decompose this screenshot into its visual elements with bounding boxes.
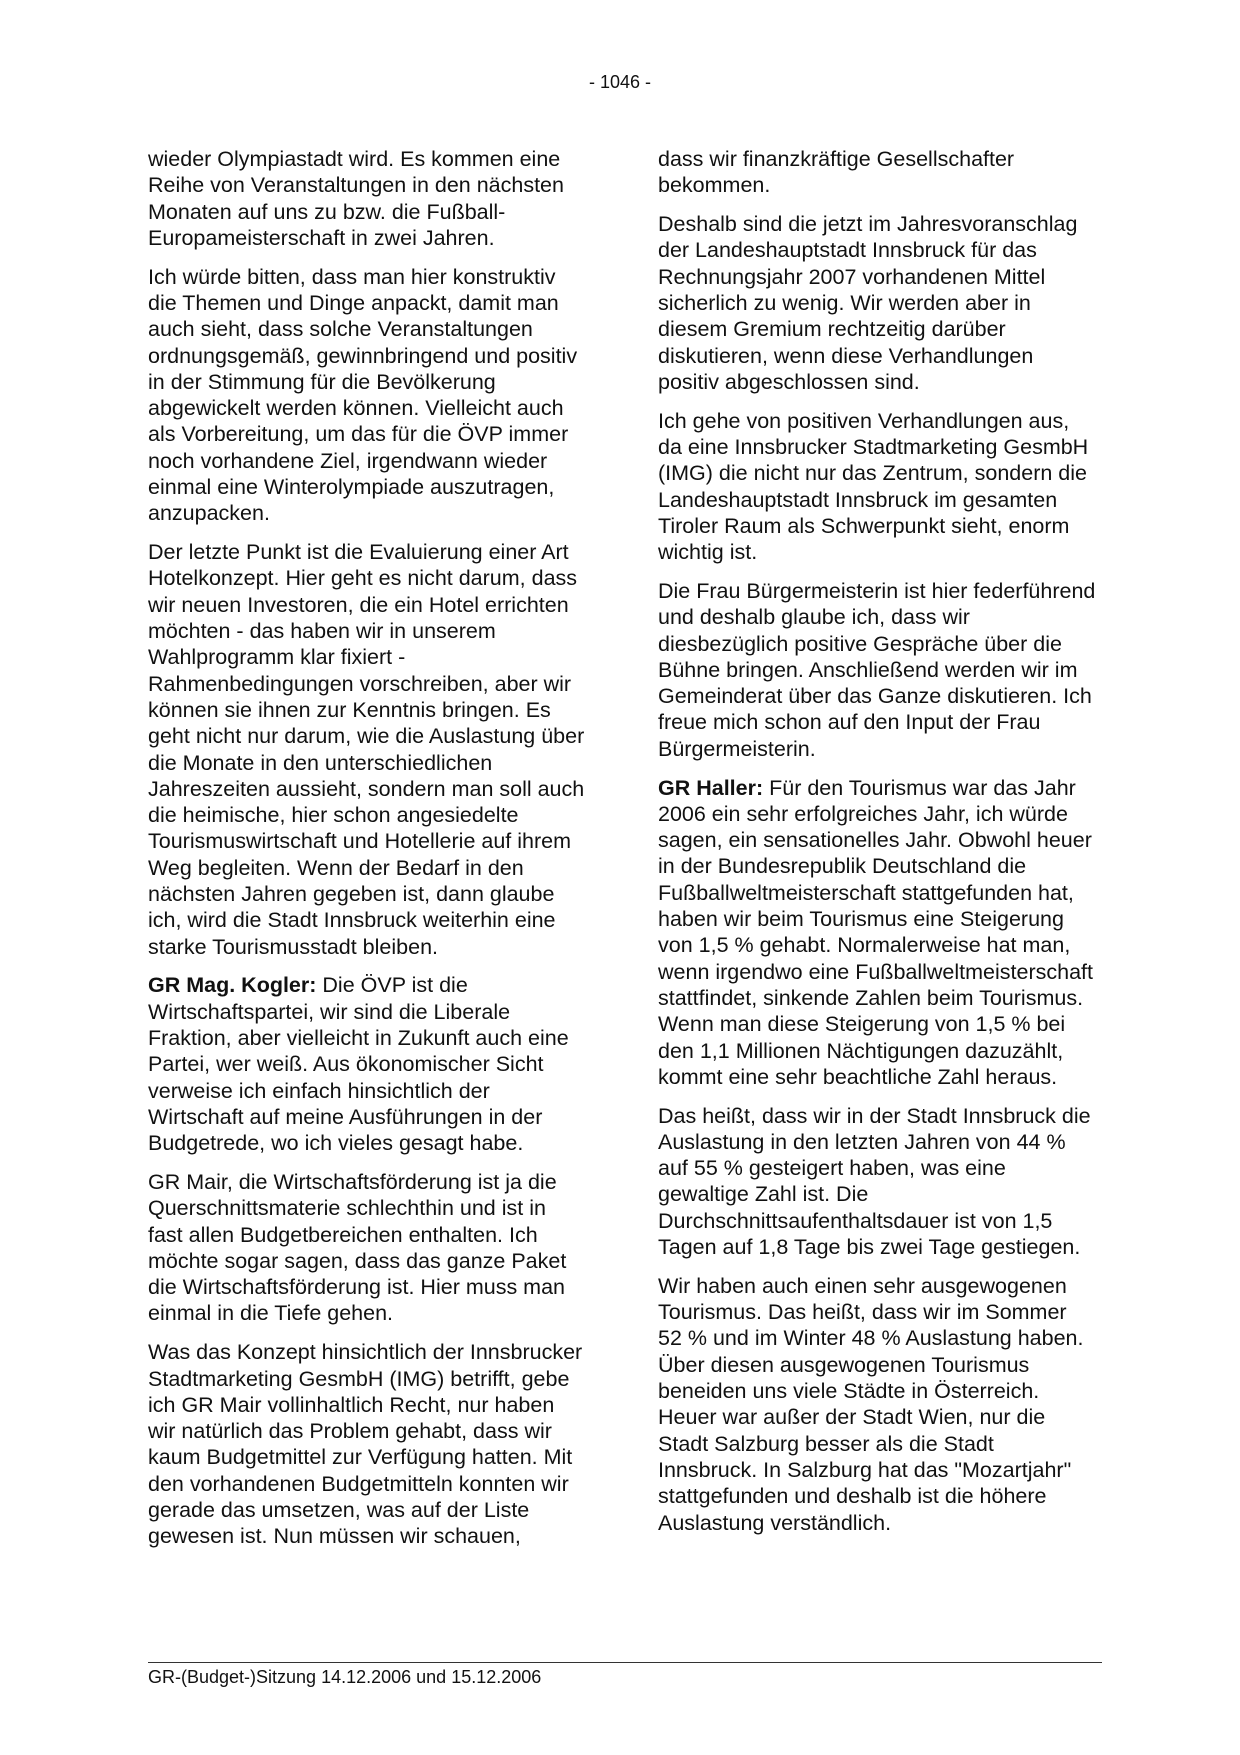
right-column	[658, 146, 1096, 1548]
paragraph: Wir haben auch einen sehr ausgewogenen Tourismus. Das heißt, dass wir im Sommer 52 % und im Winter 48 % Auslastung haben. Über diesen ausgewogenen Tourismus beneiden uns viele Städte in Österreich. Heuer war außer der Stadt Wien, nur die Stadt Salzburg besser als die Stadt Innsbruck. In Salzburg hat das "Mozartjahr" stattgefunden und deshalb ist die höhere Auslastung verständlich.	[658, 1273, 1084, 1535]
footer-divider	[148, 1662, 1102, 1663]
left-column	[148, 146, 586, 1562]
paragraph: Das heißt, dass wir in der Stadt Innsbruck die Auslastung in den letzten Jahren von 44 % auf 55 % gesteigert haben, was eine gewaltige Zahl ist. Die Durchschnittsaufenthaltsdauer ist von 1,5 Tagen auf 1,8 Tage bis zwei Tage gestiegen.	[658, 1103, 1091, 1260]
paragraph: Ich würde bitten, dass man hier konstruktiv die Themen und Dinge anpackt, damit man auch sieht, dass solche Veranstaltungen ordnungsgemäß, gewinnbringend und positiv in der Stimmung für die Bevölkerung abgewickelt werden können. Vielleicht auch als Vorbereitung, um das für die ÖVP immer noch vorhandene Ziel, irgendwann wieder einmal eine Winterolympiade auszutragen, anzupacken.	[148, 264, 578, 526]
paragraph-speech	[658, 775, 1096, 1091]
paragraph: Ich gehe von positiven Verhandlungen aus, da eine Innsbrucker Stadtmarketing GesmbH (IMG) die nicht nur das Zentrum, sondern die Landeshauptstadt Innsbruck im gesamten Tiroler Raum als Schwerpunkt sieht, enorm wichtig ist.	[658, 408, 1089, 565]
speech-text: Für den Tourismus war das Jahr 2006 ein sehr erfolgreiches Jahr, ich würde sagen, ein sensationelles Jahr. Obwohl heuer in der Bundesrepublik Deutschland die Fußballweltmeisterschaft stattgefunden hat, haben wir beim Tourismus eine Steigerung von 1,5 % gehabt. Normalerweise hat man, wenn irgendwo eine Fußballweltmeisterschaft stattfindet, sinkende Zahlen beim Tourismus. Wenn man diese Steigerung von 1,5 % bei den 1,1 Millionen Nächtigungen dazuzählt, kommt eine sehr beachtliche Zahl heraus.	[658, 775, 1093, 1089]
paragraph-speech	[148, 972, 586, 1156]
paragraph: Deshalb sind die jetzt im Jahresvoranschlag der Landeshauptstadt Innsbruck für das Rechnungsjahr 2007 vorhandenen Mittel sicherlich zu wenig. Wir werden aber in diesem Gremium rechtzeitig darüber diskutieren, wenn diese Verhandlungen positiv abgeschlossen sind.	[658, 212, 1078, 394]
speech-text: Die ÖVP ist die Wirtschaftspartei, wir sind die Liberale Fraktion, aber vielleicht in Zukunft auch eine Partei, wer weiß. Aus ökonomischer Sicht verweise ich einfach hinsichtlich der Wirtschaft auf meine Ausführungen in der Budgetrede, wo ich vieles gesagt habe.	[148, 973, 569, 1156]
speaker-name: GR Mag. Kogler:	[148, 973, 317, 998]
paragraph: Die Frau Bürgermeisterin ist hier federführend und deshalb glaube ich, dass wir diesbezüglich positive Gespräche über die Bühne bringen. Anschließend werden wir im Gemeinderat über das Ganze diskutieren. Ich freue mich schon auf den Input der Frau Bürgermeisterin.	[658, 578, 1096, 761]
footer-text: GR-(Budget-)Sitzung 14.12.2006 und 15.12.2006	[148, 1667, 542, 1687]
speaker-name: GR Haller:	[658, 775, 764, 800]
paragraph: Was das Konzept hinsichtlich der Innsbrucker Stadtmarketing GesmbH (IMG) betrifft, gebe ich GR Mair vollinhaltlich Recht, nur haben wir natürlich das Problem gehabt, dass wir kaum Budgetmittel zur Verfügung hatten. Mit den vorhandenen Budgetmitteln konnten wir gerade das umsetzen, was auf der Liste gewesen ist. Nun müssen wir schauen,	[148, 1340, 583, 1549]
paragraph: GR Mair, die Wirtschaftsförderung ist ja die Querschnittsmaterie schlechthin und ist in fast allen Budgetbereichen enthalten. Ich möchte sogar sagen, dass das ganze Paket die Wirtschaftsförderung ist. Hier muss man einmal in die Tiefe gehen.	[148, 1169, 567, 1326]
paragraph: wieder Olympiastadt wird. Es kommen eine Reihe von Veranstaltungen in den nächsten Monaten auf uns zu bzw. die Fußball-Europameisterschaft in zwei Jahren.	[148, 147, 564, 250]
page-number: - 1046 -	[588, 72, 652, 92]
paragraph: dass wir finanzkräftige Gesellschafter bekommen.	[658, 147, 1015, 198]
paragraph: Der letzte Punkt ist die Evaluierung einer Art Hotelkonzept. Hier geht es nicht darum, dass wir neuen Investoren, die ein Hotel errichten möchten - das haben wir in unserem Wahlprogramm klar fixiert - Rahmenbedingungen vorschreiben, aber wir können sie ihnen zur Kenntnis bringen. Es geht nicht nur darum, wie die Auslastung über die Monate in den unterschiedlichen Jahreszeiten aussieht, sondern man soll auch die heimische, hier schon angesiedelte Tourismuswirtschaft und Hotellerie auf ihrem Weg begleiten. Wenn der Bedarf in den nächsten Jahren gegeben ist, dann glaube ich, wird die Stadt Innsbruck weiterhin eine starke Tourismusstadt bleiben.	[148, 540, 585, 959]
